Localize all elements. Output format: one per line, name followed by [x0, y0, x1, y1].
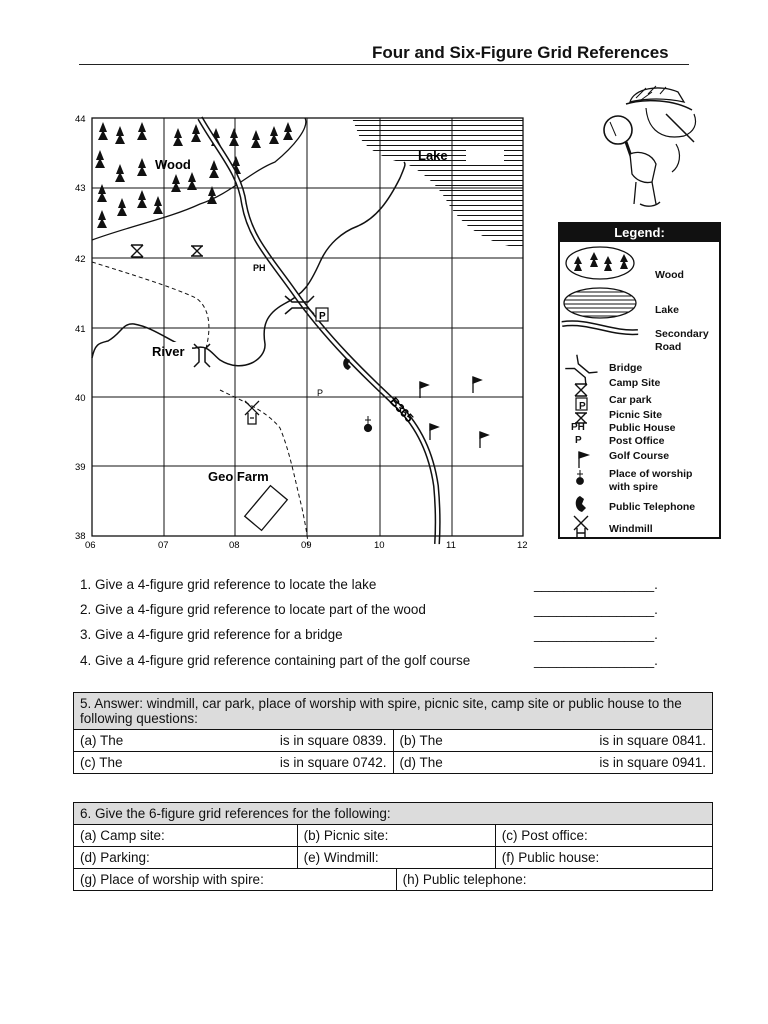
- answer-blank-2[interactable]: ________________.: [534, 602, 658, 617]
- legend-label-road-2: Road: [655, 341, 682, 353]
- map-label-farm: Geo Farm: [208, 469, 269, 484]
- question-5-prompt: 5. Answer: windmill, car park, place of worship with spire, picnic site, camp site or public house to the following questions:: [74, 693, 713, 730]
- map-label-public-house: PH: [253, 263, 266, 273]
- y-tick: 43: [75, 183, 86, 194]
- q6-f-cell[interactable]: (f) Public house:: [495, 847, 712, 869]
- q5-b-label: (b) The: [399, 733, 443, 748]
- legend-label-wood: Wood: [655, 269, 684, 281]
- golf-flag-icon: [473, 377, 481, 393]
- geo-farm-building: [245, 486, 288, 531]
- tree-icon: [97, 184, 107, 202]
- tree-icon: [95, 150, 105, 168]
- camp-site-icon: [131, 245, 143, 257]
- tree-icon: [137, 190, 147, 208]
- x-tick: 09: [301, 540, 312, 551]
- q6-b-cell[interactable]: (b) Picnic site:: [297, 825, 495, 847]
- river: [92, 162, 405, 366]
- map-label-river: River: [152, 344, 185, 359]
- legend-label-post: Post Office: [609, 435, 665, 447]
- q6-h-cell[interactable]: (h) Public telephone:: [396, 869, 712, 891]
- legend-label-road-1: Secondary: [655, 328, 709, 340]
- worship-icon: [364, 416, 371, 432]
- tree-icon: [153, 196, 163, 214]
- y-tick: 40: [75, 393, 86, 404]
- y-tick: 38: [75, 531, 86, 542]
- y-tick: 41: [75, 324, 86, 335]
- tree-icon: [173, 128, 183, 146]
- legend-label-bridge: Bridge: [609, 362, 643, 374]
- golf-flag-icon: [430, 424, 438, 440]
- question-5-table: [73, 692, 713, 774]
- q5-a-square: is in square 0839.: [279, 733, 387, 748]
- dashed-track-1: [92, 262, 209, 352]
- legend-camp-icon: [575, 384, 587, 396]
- map-label-post-office: P: [317, 388, 324, 398]
- tree-icon: [115, 126, 125, 144]
- legend-label-worship-2: with spire: [609, 481, 659, 493]
- tree-icon: [137, 122, 147, 140]
- x-tick: 08: [229, 540, 240, 551]
- detective-illustration: [596, 84, 704, 212]
- title-rule: [79, 64, 689, 65]
- q6-c-cell[interactable]: (c) Post office:: [495, 825, 712, 847]
- trees: [95, 122, 293, 228]
- tree-icon: [97, 210, 107, 228]
- legend-label-picnic: Picnic Site: [609, 409, 663, 421]
- legend-worship-icon: [577, 470, 584, 484]
- tree-icon: [137, 158, 147, 176]
- legend-road-icon: [562, 323, 638, 332]
- legend-carpark-code: P: [579, 401, 586, 412]
- map-label-wood: Wood: [155, 157, 191, 172]
- legend-label-pub: Public House: [609, 422, 676, 434]
- legend-label-carpark: Car park: [609, 394, 652, 406]
- y-tick: 39: [75, 462, 86, 473]
- map-label-lake: Lake: [418, 148, 448, 163]
- tree-icon: [98, 122, 108, 140]
- lake-area: [352, 118, 523, 248]
- legend-label-phone: Public Telephone: [609, 501, 696, 513]
- x-tick: 11: [446, 540, 456, 551]
- legend-lake-icon: [564, 288, 636, 318]
- question-3: 3. Give a 4-figure grid reference for a bridge: [80, 627, 343, 642]
- tree-icon: [229, 128, 239, 146]
- question-6-table: [73, 802, 713, 891]
- legend-windmill-icon: [574, 516, 588, 537]
- q5-a-cell[interactable]: [74, 730, 394, 752]
- tree-icon: [191, 124, 201, 142]
- q6-g-cell[interactable]: (g) Place of worship with spire:: [74, 869, 397, 891]
- grid-map: [70, 108, 540, 556]
- q5-c-cell[interactable]: [74, 752, 394, 774]
- tree-icon: [209, 160, 219, 178]
- question-1: 1. Give a 4-figure grid reference to locate the lake: [80, 577, 377, 592]
- legend-pub-code: PH: [571, 422, 585, 433]
- picnic-site-icon: [191, 246, 203, 256]
- answer-blank-1[interactable]: ________________.: [534, 577, 658, 592]
- tree-icon: [115, 164, 125, 182]
- q5-c-square: is in square 0742.: [279, 755, 387, 770]
- x-tick: 07: [158, 540, 169, 551]
- map-label-road: B365: [386, 394, 417, 426]
- legend-post-code: P: [575, 435, 582, 446]
- legend-label-windmill: Windmill: [609, 523, 653, 535]
- q5-d-square: is in square 0941.: [599, 755, 706, 770]
- answer-blank-4[interactable]: ________________.: [534, 653, 658, 668]
- tree-icon: [117, 198, 127, 216]
- q5-c-label: (c) The: [80, 755, 123, 770]
- y-tick: 42: [75, 254, 86, 265]
- legend-label-worship-1: Place of worship: [609, 468, 693, 480]
- tree-icon: [269, 126, 279, 144]
- legend-bridge-icon: [565, 355, 597, 386]
- windmill-icon: [245, 401, 259, 424]
- q5-b-square: is in square 0841.: [599, 733, 706, 748]
- tree-icon: [251, 130, 261, 148]
- legend-label-golf: Golf Course: [609, 450, 670, 462]
- y-tick: 44: [75, 114, 86, 125]
- q6-a-cell[interactable]: (a) Camp site:: [74, 825, 298, 847]
- q5-a-label: (a) The: [80, 733, 124, 748]
- legend-label-lake: Lake: [655, 304, 679, 316]
- q5-b-cell[interactable]: [393, 730, 713, 752]
- q5-d-cell[interactable]: [393, 752, 713, 774]
- tree-icon: [283, 122, 293, 140]
- question-4: 4. Give a 4-figure grid reference containing part of the golf course: [80, 653, 471, 668]
- x-tick: 12: [517, 540, 528, 551]
- legend-label-camp: Camp Site: [609, 377, 661, 389]
- question-6-prompt: 6. Give the 6-figure grid references for the following:: [74, 803, 713, 825]
- golf-flag-icon: [420, 382, 428, 398]
- question-2: 2. Give a 4-figure grid reference to locate part of the wood: [80, 602, 426, 617]
- golf-flag-icon: [480, 432, 488, 448]
- car-park-label: P: [319, 311, 326, 322]
- q6-d-cell[interactable]: (d) Parking:: [74, 847, 298, 869]
- tree-icon: [207, 186, 217, 204]
- x-tick: 06: [85, 540, 96, 551]
- answer-blank-3[interactable]: ________________.: [534, 627, 658, 642]
- q6-e-cell[interactable]: (e) Windmill:: [297, 847, 495, 869]
- legend-golf-icon: [579, 452, 588, 468]
- x-tick: 10: [374, 540, 385, 551]
- tree-icon: [171, 174, 181, 192]
- golf-flags: [420, 377, 488, 448]
- tree-icon: [187, 172, 197, 190]
- map-legend: [558, 222, 721, 539]
- page-title: Four and Six-Figure Grid References: [372, 43, 669, 62]
- legend-wood-icon: [566, 247, 634, 279]
- legend-phone-icon: [576, 496, 586, 512]
- legend-title: Legend:: [560, 224, 719, 242]
- q5-d-label: (d) The: [399, 755, 443, 770]
